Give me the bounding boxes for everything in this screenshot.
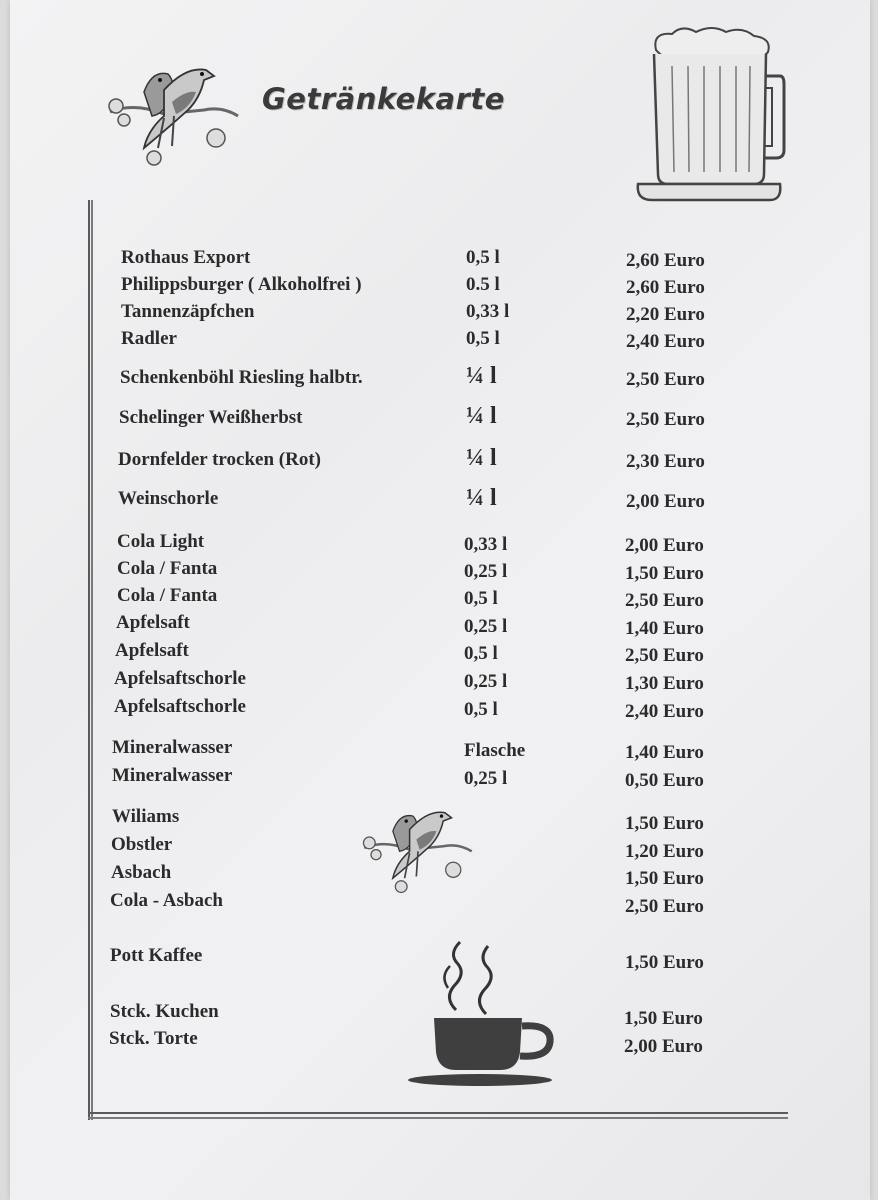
menu-title: Getränkekarte (262, 82, 505, 116)
menu-item-price: 2,50 Euro (625, 590, 704, 611)
menu-item-price: 2,30 Euro (626, 451, 705, 472)
menu-item-name: Apfelsaftschorle (114, 668, 246, 689)
menu-item-name: Philippsburger ( Alkoholfrei ) (121, 274, 362, 295)
menu-item-name: Wiliams (112, 806, 180, 827)
menu-item-price: 2,50 Euro (626, 409, 705, 430)
menu-item-size: ¼ l (466, 403, 497, 429)
menu-item-size: 0,5 l (466, 247, 500, 268)
menu-item-size: 0.5 l (466, 274, 500, 295)
menu-item-price: 2,50 Euro (626, 369, 705, 390)
menu-item-price: 2,50 Euro (625, 645, 704, 666)
menu-item-name: Apfelsaft (115, 640, 189, 661)
menu-item-price: 2,00 Euro (626, 491, 705, 512)
menu-item-name: Radler (121, 328, 177, 349)
menu-frame-left (88, 200, 90, 1120)
menu-item-size: 0,33 l (464, 534, 508, 555)
menu-frame-bottom (88, 1112, 788, 1114)
menu-item-name: Weinschorle (118, 488, 219, 509)
menu-item-size: 0,33 l (466, 301, 510, 322)
menu-item-price: 2,40 Euro (626, 331, 705, 352)
menu-item-name: Rothaus Export (121, 247, 251, 268)
menu-item-name: Mineralwasser (112, 765, 233, 786)
menu-item-name: Cola / Fanta (117, 585, 218, 606)
coffee-cup-icon (404, 938, 560, 1090)
menu-item-name: Tannenzäpfchen (121, 301, 255, 322)
menu-item-price: 2,40 Euro (625, 701, 704, 722)
menu-item-name: Cola / Fanta (117, 558, 218, 579)
menu-item-size: ¼ l (466, 363, 497, 389)
menu-item-name: Asbach (111, 862, 172, 883)
beer-mug-icon (632, 24, 792, 208)
menu-item-name: Cola - Asbach (110, 890, 223, 911)
menu-item-size: Flasche (464, 740, 526, 761)
menu-item-price: 2,60 Euro (626, 250, 705, 271)
menu-item-price: 2,00 Euro (625, 535, 704, 556)
menu-item-price: 1,30 Euro (625, 673, 704, 694)
bird-icon (104, 62, 244, 174)
menu-item-price: 1,40 Euro (625, 742, 704, 763)
bird-icon (358, 806, 478, 900)
menu-item-name: Pott Kaffee (110, 945, 203, 966)
menu-item-price: 1,50 Euro (624, 1008, 703, 1029)
menu-item-size: ¼ l (466, 445, 497, 471)
menu-item-price: 1,20 Euro (625, 841, 704, 862)
menu-item-price: 2,20 Euro (626, 304, 705, 325)
menu-item-price: 2,50 Euro (625, 896, 704, 917)
menu-item-name: Schenkenböhl Riesling halbtr. (120, 367, 363, 388)
menu-item-name: Apfelsaft (116, 612, 190, 633)
menu-item-size: 0,5 l (464, 643, 498, 664)
menu-item-name: Stck. Kuchen (110, 1001, 219, 1022)
menu-item-size: 0,5 l (464, 699, 498, 720)
menu-item-name: Apfelsaftschorle (114, 696, 246, 717)
menu-item-size: 0,25 l (464, 671, 508, 692)
menu-item-size: 0,25 l (464, 561, 508, 582)
menu-item-name: Stck. Torte (109, 1028, 198, 1049)
menu-item-name: Dornfelder trocken (Rot) (118, 449, 321, 470)
menu-item-name: Schelinger Weißherbst (119, 407, 303, 428)
menu-item-price: 2,60 Euro (626, 277, 705, 298)
menu-item-price: 1,50 Euro (625, 868, 704, 889)
menu-item-size: 0,5 l (466, 328, 500, 349)
menu-item-price: 1,40 Euro (625, 618, 704, 639)
menu-item-size: ¼ l (466, 485, 497, 511)
menu-item-size: 0,5 l (464, 588, 498, 609)
menu-item-price: 0,50 Euro (625, 770, 704, 791)
menu-item-name: Obstler (111, 834, 173, 855)
menu-item-price: 2,00 Euro (624, 1036, 703, 1057)
menu-item-price: 1,50 Euro (625, 563, 704, 584)
menu-item-size: 0,25 l (464, 768, 508, 789)
menu-item-size: 0,25 l (464, 616, 508, 637)
menu-item-price: 1,50 Euro (625, 952, 704, 973)
menu-item-name: Mineralwasser (112, 737, 233, 758)
menu-item-price: 1,50 Euro (625, 813, 704, 834)
menu-item-name: Cola Light (117, 531, 205, 552)
